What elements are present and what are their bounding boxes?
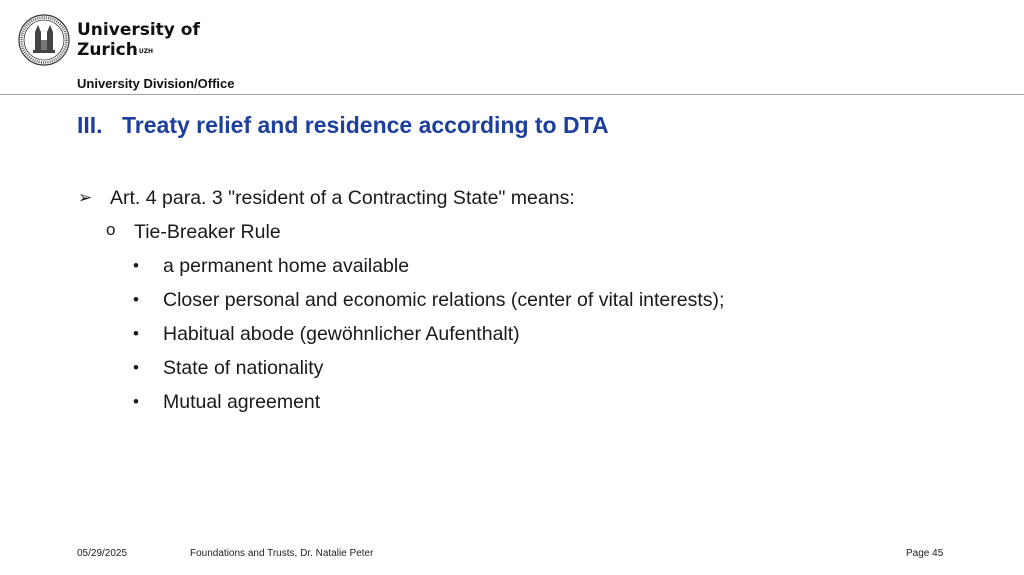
footer-page-number: Page 45: [906, 548, 944, 559]
university-seal-icon: [18, 14, 70, 66]
slide-title-number: III.: [77, 112, 103, 138]
division-label: University Division/Office: [77, 76, 235, 91]
arrow-bullet-icon: ➢: [78, 188, 93, 207]
logo-line-1: University of: [77, 20, 200, 40]
bullet-item: State of nationality: [163, 357, 324, 379]
bullet-item: Closer personal and economic relations (center of vital interests);: [163, 289, 725, 311]
university-logo-text: [77, 20, 200, 60]
bullet-item: Mutual agreement: [163, 391, 321, 413]
footer-presentation-title: Foundations and Trusts, Dr. Natalie Peter: [190, 548, 374, 559]
circle-bullet-icon: o: [106, 220, 116, 239]
dot-bullet-icon: •: [133, 290, 139, 309]
level2-item: Tie-Breaker Rule: [134, 221, 281, 243]
bullet-item: Habitual abode (gewöhnlicher Aufenthalt): [163, 323, 520, 345]
dot-bullet-icon: •: [133, 256, 139, 275]
logo-sup: UZH: [138, 48, 154, 55]
dot-bullet-icon: •: [133, 324, 139, 343]
bullet-item: a permanent home available: [163, 255, 410, 277]
dot-bullet-icon: •: [133, 358, 139, 377]
slide-title: [77, 112, 609, 139]
level1-item: Art. 4 para. 3 "resident of a Contracting State" means:: [110, 187, 575, 209]
dot-bullet-icon: •: [133, 392, 139, 411]
header-divider: [0, 94, 1024, 95]
footer-date: 05/29/2025: [77, 548, 128, 559]
slide-title-text: Treaty relief and residence according to DTA: [122, 112, 609, 138]
logo-line-2: Zurich$^{UZH}$: [77, 40, 154, 60]
